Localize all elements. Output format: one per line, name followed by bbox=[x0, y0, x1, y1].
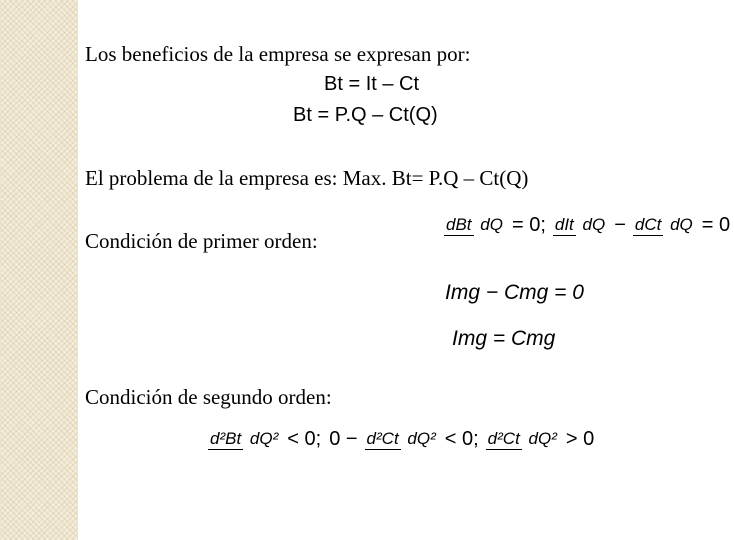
fraction-numerator: d²Ct bbox=[366, 429, 399, 449]
fraction-d2bt-dq2 bbox=[208, 429, 280, 450]
img-equals-cmg-equation: Img = Cmg bbox=[452, 327, 556, 350]
fraction-dbt-dq bbox=[444, 215, 505, 236]
second-order-equation bbox=[205, 428, 598, 451]
fraction-numerator: d²Bt bbox=[210, 429, 242, 449]
fraction-denominator: dQ bbox=[670, 215, 693, 235]
less-than-zero: < 0; bbox=[444, 428, 479, 450]
decorative-side-pattern bbox=[0, 0, 78, 540]
greater-than-zero: > 0 bbox=[565, 428, 595, 450]
fraction-denominator: dQ² bbox=[249, 429, 279, 449]
fraction-numerator: d²Ct bbox=[487, 429, 520, 449]
less-than-zero: < 0; bbox=[287, 428, 322, 450]
formula-bt-it-ct: Bt = It – Ct bbox=[324, 73, 420, 95]
fraction-denominator: dQ² bbox=[528, 429, 557, 449]
fraction-numerator: dIt bbox=[554, 215, 574, 235]
first-order-equation bbox=[441, 214, 734, 237]
fraction-d2ct-dq2-positive bbox=[486, 429, 559, 450]
fraction-denominator: dQ² bbox=[407, 429, 436, 449]
problem-statement: El problema de la empresa es: Max. Bt= P.Q – Ct(Q) bbox=[85, 166, 529, 190]
fraction-d2ct-dq2 bbox=[365, 429, 438, 450]
intro-text: Los beneficios de la empresa se expresan por: bbox=[85, 42, 471, 66]
img-minus-cmg-equation: Img − Cmg = 0 bbox=[445, 281, 584, 304]
minus-sign: − bbox=[614, 214, 626, 236]
equals-zero: = 0; bbox=[511, 214, 546, 236]
fraction-denominator: dQ bbox=[582, 215, 606, 235]
first-order-label: Condición de primer orden: bbox=[85, 229, 318, 253]
fraction-numerator: dCt bbox=[634, 215, 662, 235]
fraction-dit-dq bbox=[553, 215, 607, 236]
second-order-label: Condición de segundo orden: bbox=[85, 385, 332, 409]
fraction-denominator: dQ bbox=[480, 215, 503, 235]
fraction-numerator: dBt bbox=[446, 215, 472, 235]
formula-bt-pq-ctq: Bt = P.Q – Ct(Q) bbox=[293, 104, 438, 126]
equals-zero: = 0 bbox=[701, 214, 731, 236]
zero-minus: 0 − bbox=[329, 428, 358, 450]
fraction-dct-dq bbox=[633, 215, 695, 236]
